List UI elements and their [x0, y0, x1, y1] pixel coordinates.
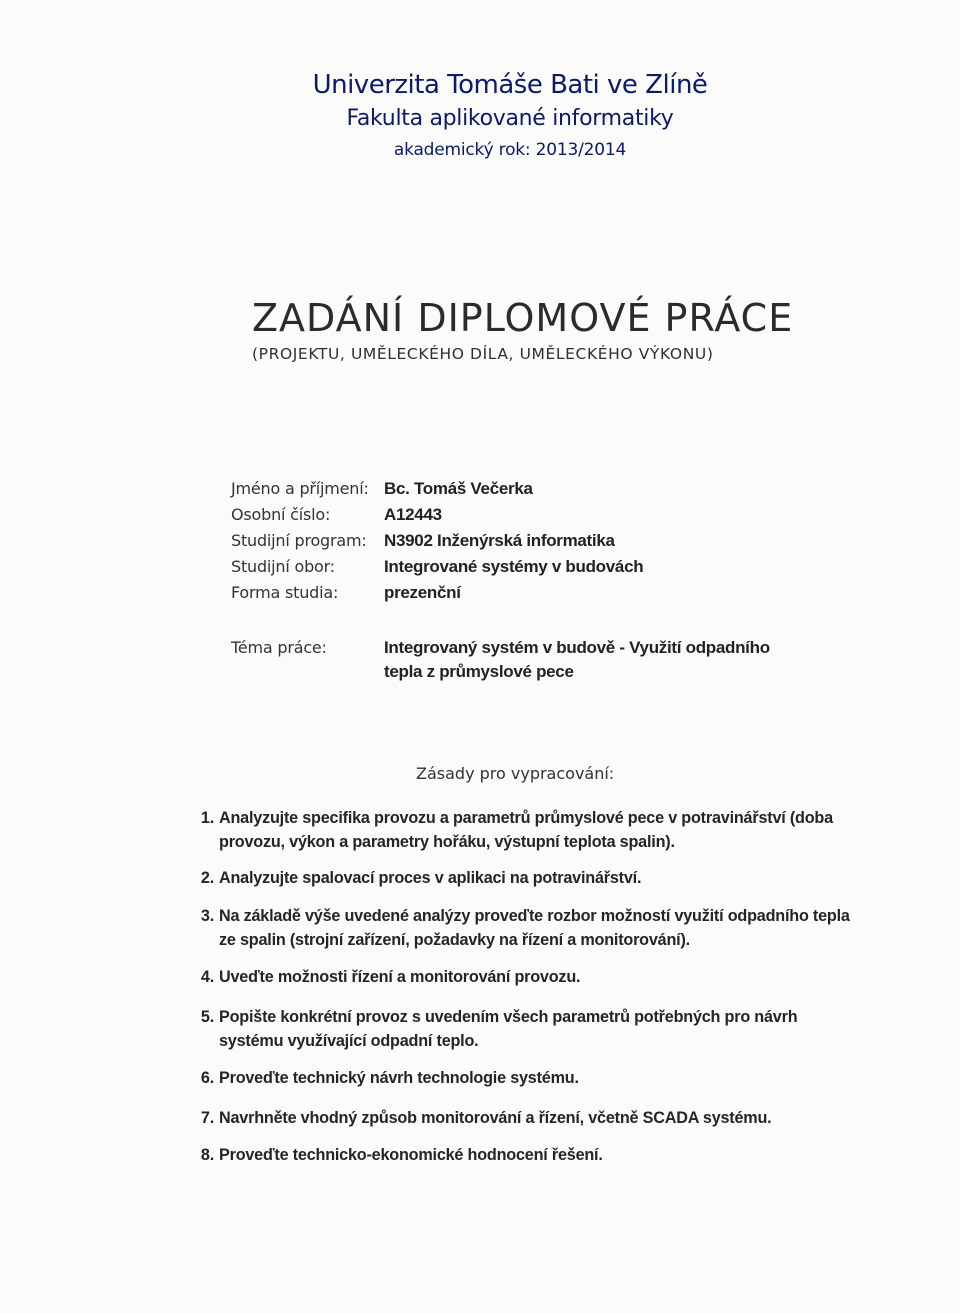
task-text: Proveďte technický návrh technologie systému.: [219, 1069, 579, 1087]
task-item: [194, 904, 864, 952]
task-text: Popište konkrétní provoz s uvedením všech parametrů potřebných pro návrh systému využívající odpadní teplo.: [219, 1008, 798, 1050]
task-number: 2.: [200, 869, 214, 887]
study-field-label: Studijní obor:: [231, 557, 335, 576]
principles-heading: Zásady pro vypracování:: [416, 764, 615, 783]
task-text: Uveďte možnosti řízení a monitorování provozu.: [219, 968, 581, 986]
task-number: 6.: [200, 1069, 214, 1087]
task-number: 5.: [200, 1008, 214, 1026]
topic-line-1: Integrovaný systém v budově - Využití odpadního: [384, 638, 770, 657]
academic-year: akademický rok: 2013/2014: [393, 140, 627, 160]
task-text: Navrhněte vhodný způsob monitorování a řízení, včetně SCADA systému.: [219, 1109, 772, 1127]
task-text: Proveďte technicko-ekonomické hodnocení řešení.: [219, 1146, 603, 1164]
task-item: [194, 806, 864, 854]
name-value: Bc. Tomáš Večerka: [384, 479, 533, 498]
task-number: 1.: [200, 809, 214, 827]
task-number: 8.: [200, 1146, 214, 1164]
personal-number-value: A12443: [384, 505, 442, 524]
name-label: Jméno a příjmení:: [231, 479, 369, 498]
study-form-value: prezenční: [384, 583, 461, 602]
task-item: [194, 1143, 864, 1167]
document-title: ZADÁNÍ DIPLOMOVÉ PRÁCE: [252, 296, 794, 340]
task-number: 7.: [200, 1109, 214, 1127]
faculty-name: Fakulta aplikované informatiky: [346, 106, 674, 131]
topic-line-2: tepla z průmyslové pece: [384, 662, 574, 681]
task-text: Na základě výše uvedené analýzy proveďte rozbor možností využití odpadního tepla ze spalin (strojní zařízení, požadavky na řízení a monitorování).: [219, 907, 850, 949]
task-item: [194, 965, 864, 989]
task-item: [194, 1106, 864, 1130]
task-item: [194, 1066, 864, 1090]
study-field-value: Integrované systémy v budovách: [384, 557, 644, 576]
task-text: Analyzujte spalovací proces v aplikaci na potravinářství.: [219, 869, 642, 887]
task-number: 4.: [200, 968, 214, 986]
task-item: [194, 1005, 864, 1053]
study-program-value: N3902 Inženýrská informatika: [384, 531, 615, 550]
topic-label: Téma práce:: [231, 638, 327, 657]
study-program-label: Studijní program:: [231, 531, 367, 550]
study-form-label: Forma studia:: [231, 583, 339, 602]
university-name: Univerzita Tomáše Bati ve Zlíně: [312, 70, 708, 100]
task-item: [194, 866, 864, 890]
document-subtitle: (PROJEKTU, UMĚLECKÉHO DÍLA, UMĚLECKÉHO VÝKONU): [252, 345, 714, 363]
task-text: Analyzujte specifika provozu a parametrů průmyslové pece v potravinářství (doba provozu, výkon a parametry hořáku, výstupní teplota spalin).: [219, 809, 833, 851]
personal-number-label: Osobní číslo:: [231, 505, 331, 524]
task-number: 3.: [200, 907, 214, 925]
